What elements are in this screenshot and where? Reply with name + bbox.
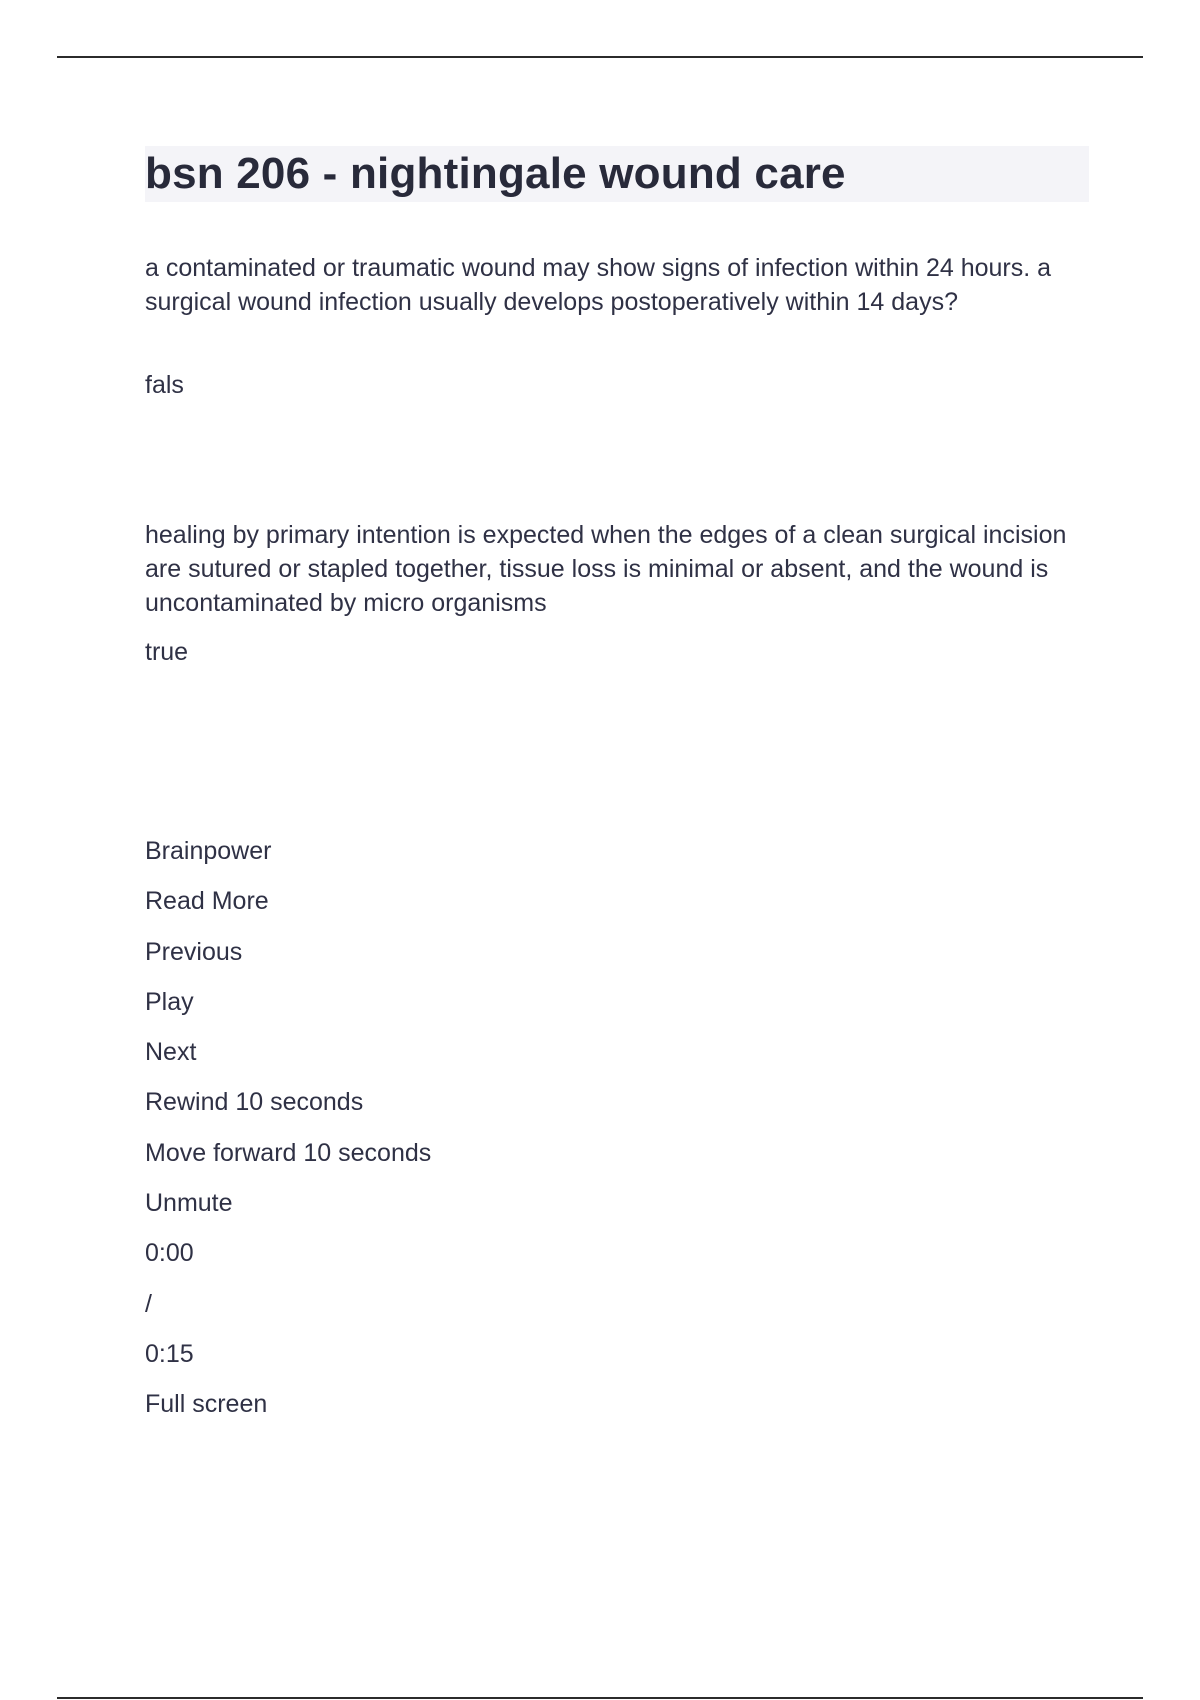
rewind-button[interactable]: Rewind 10 seconds bbox=[145, 1088, 364, 1117]
card-1-answer: fals bbox=[145, 371, 184, 399]
time-separator: / bbox=[145, 1289, 152, 1318]
card-2-answer: true bbox=[145, 638, 189, 666]
duration: 0:15 bbox=[145, 1339, 194, 1368]
unmute-button[interactable]: Unmute bbox=[145, 1189, 233, 1218]
video-player-controls bbox=[145, 834, 431, 1438]
previous-button[interactable]: Previous bbox=[145, 937, 243, 966]
bottom-divider bbox=[57, 1697, 1143, 1699]
card-1-question: a contaminated or traumatic wound may show signs of infection within 24 hours. a surgical wound infection usually develops postoperatively within 14 days? bbox=[145, 254, 1052, 316]
current-time: 0:00 bbox=[145, 1239, 194, 1268]
next-button[interactable]: Next bbox=[145, 1038, 197, 1067]
brainpower-link[interactable]: Brainpower bbox=[145, 837, 272, 865]
top-divider bbox=[57, 56, 1143, 58]
play-button[interactable]: Play bbox=[145, 987, 194, 1016]
forward-button[interactable]: Move forward 10 seconds bbox=[145, 1138, 432, 1167]
full-screen-button[interactable]: Full screen bbox=[145, 1390, 268, 1419]
read-more-link[interactable]: Read More bbox=[145, 887, 269, 916]
card-2-question: healing by primary intention is expected when the edges of a clean surgical incision are sutured or stapled together, tissue loss is minimal or absent, and the wound is uncontaminated by micro organisms bbox=[145, 521, 1067, 617]
page-title: bsn 206 - nightingale wound care bbox=[145, 149, 846, 198]
